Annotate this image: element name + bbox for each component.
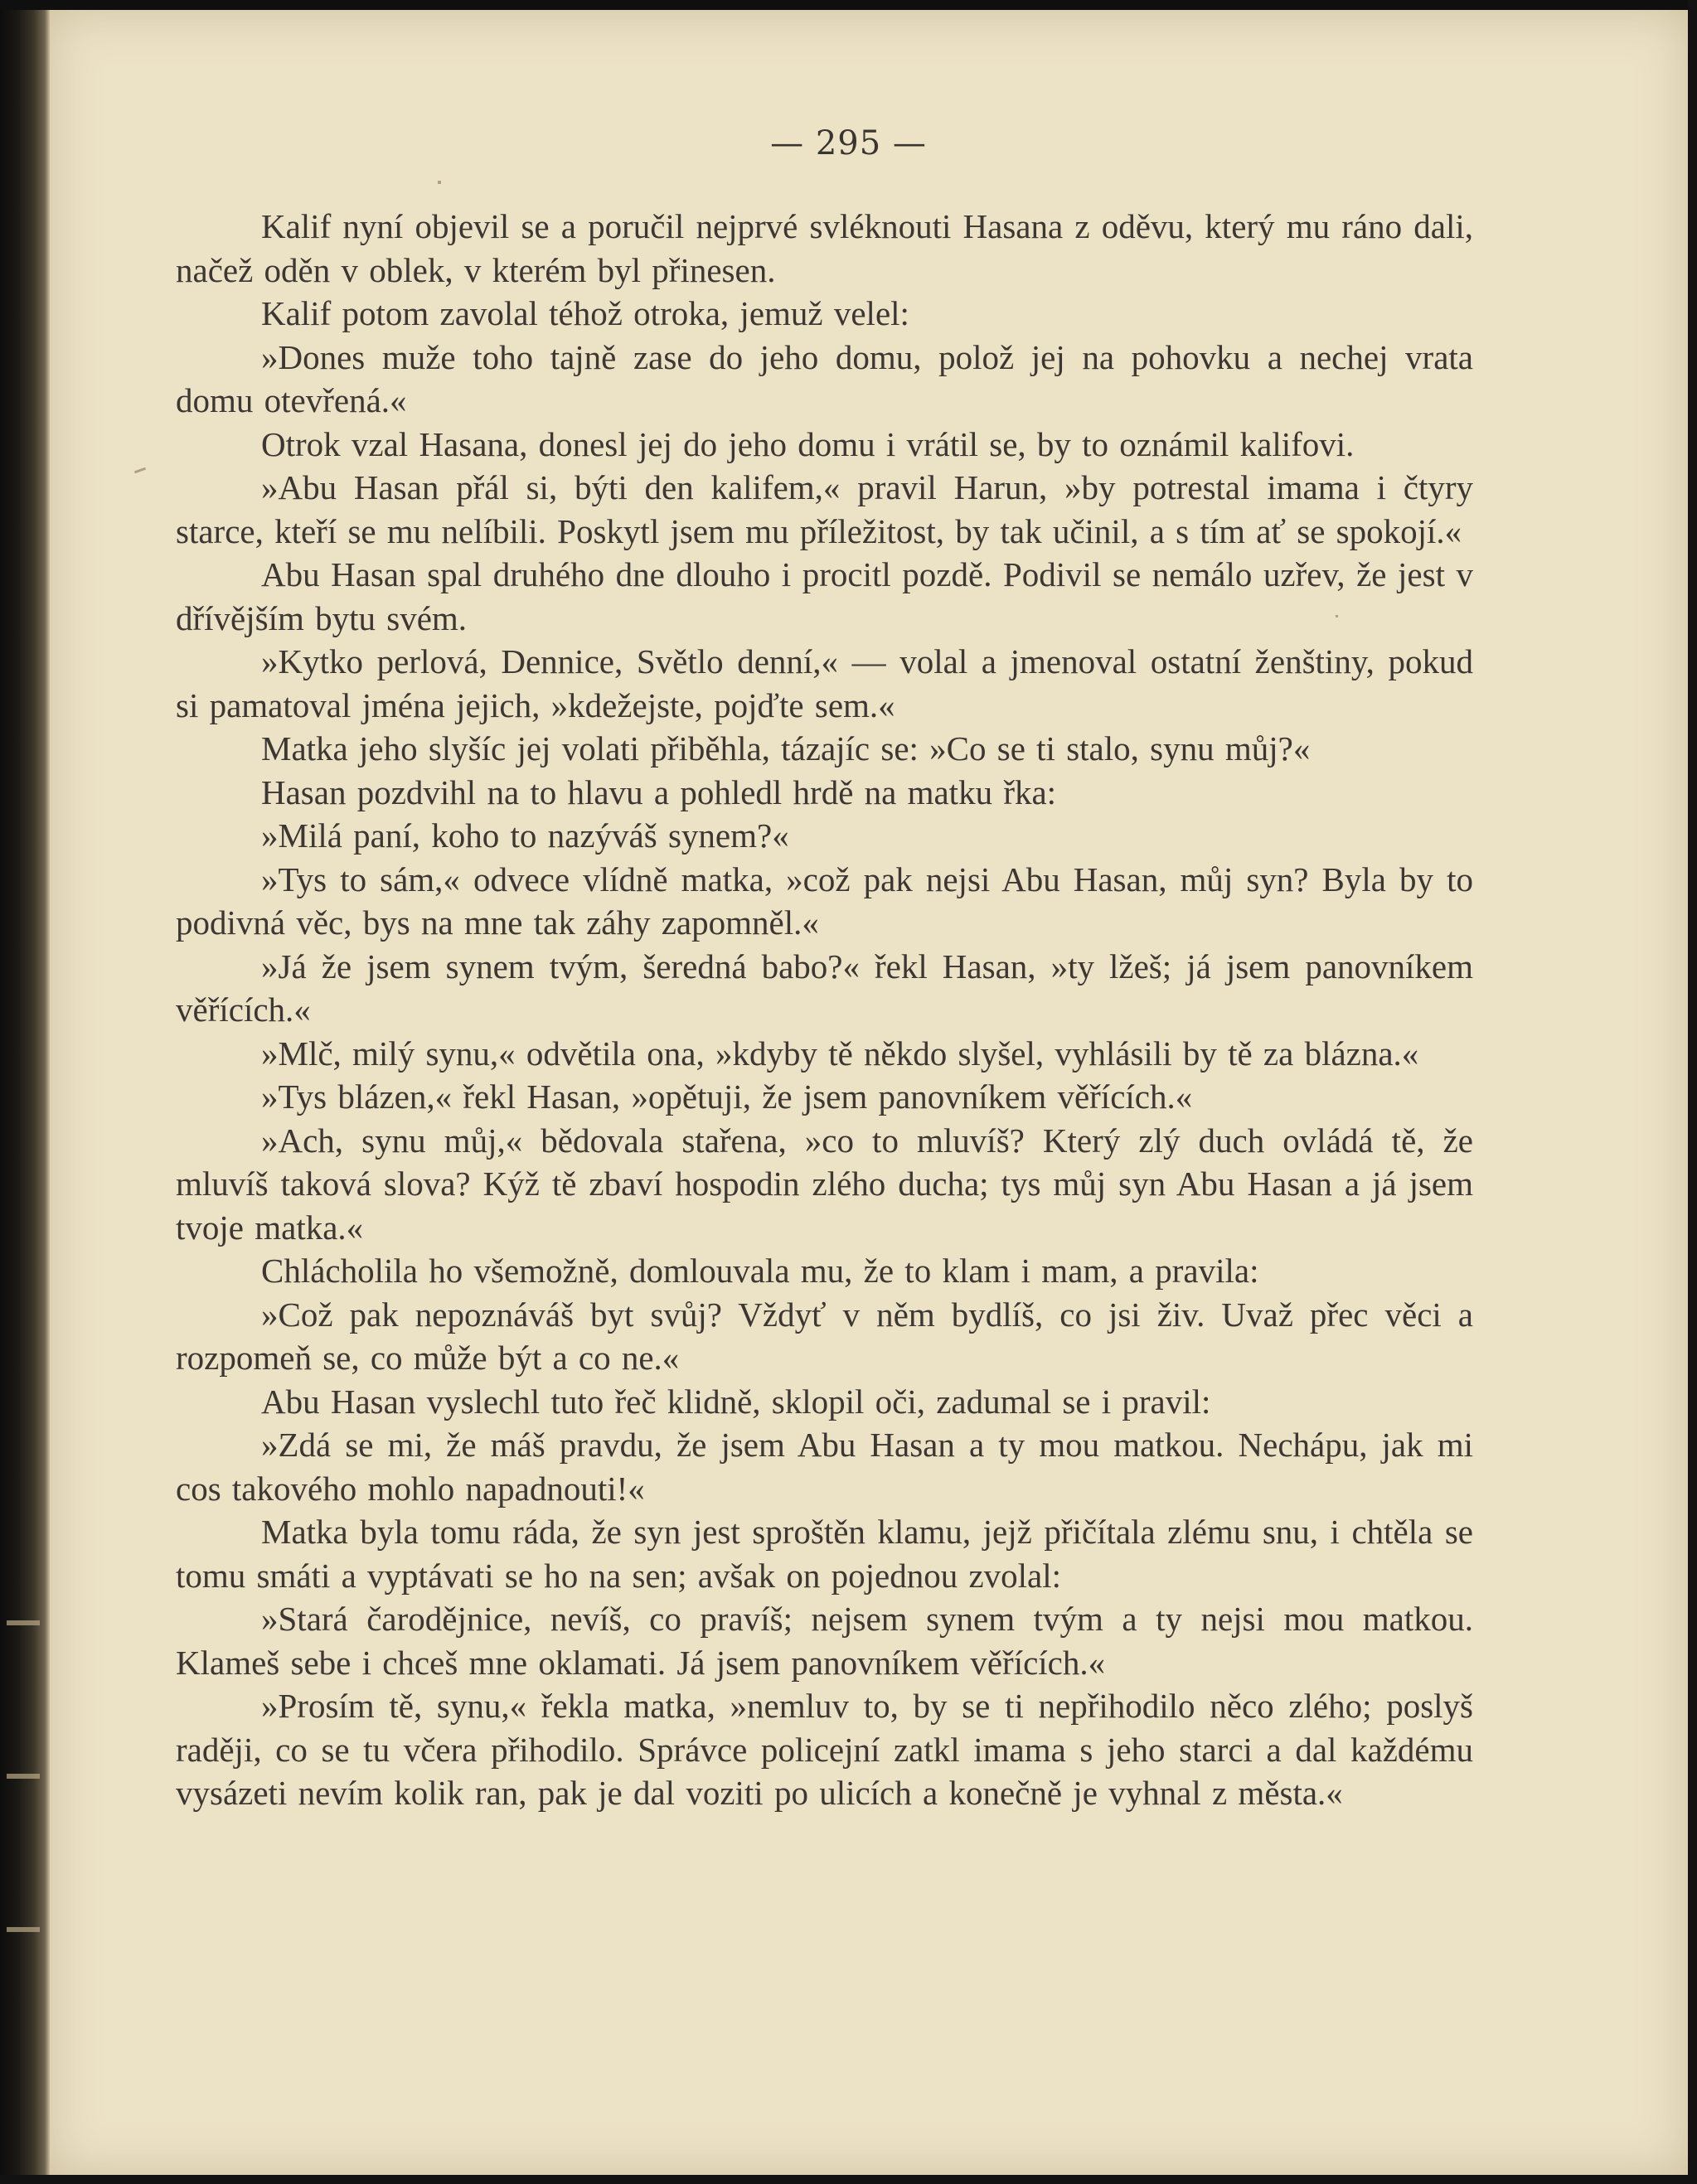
paragraph: »Prosím tě, synu,« řekla matka, »nemluv to, by se ti nepřihodilo něco zlého; poslyš raději, co se tu včera přihodilo. Správce policejní zatkl imama s jeho starci a dal každému vysázeti nevím kolik ran, pak je dal voziti po ulicích a konečně je vyhnal z města.« [176, 1687, 1473, 1812]
paragraph: »Já že jsem synem tvým, šeredná babo?« řekl Hasan, »ty lžeš; já jsem panovníkem věřících.« [176, 947, 1473, 1029]
paragraph: »Stará čarodějnice, nevíš, co pravíš; nejsem synem tvým a ty nejsi mou matkou. Klameš sebe i chceš mne oklamati. Já jsem panovníkem věřících.« [176, 1600, 1473, 1682]
body-text [176, 205, 1473, 1815]
paragraph: »Mlč, milý synu,« odvětila ona, »kdyby tě někdo slyšel, vyhlásili by tě za blázna.« [261, 1034, 1419, 1073]
paragraph: »Milá paní, koho to nazýváš synem?« [261, 816, 789, 855]
paragraph: Kalif potom zavolal téhož otroka, jemuž velel: [261, 294, 909, 332]
paper-speck [438, 181, 441, 184]
paragraph: Chlácholila ho všemožně, domlouvala mu, že to klam i mam, a pravila: [261, 1252, 1259, 1290]
paragraph: Otrok vzal Hasana, donesl jej do jeho domu i vrátil se, by to oznámil kalifovi. [261, 424, 1355, 463]
paragraph: »Dones muže toho tajně zase do jeho domu, polož jej na pohovku a nechej vrata domu otevřená.« [176, 337, 1473, 419]
paragraph: Abu Hasan vyslechl tuto řeč klidně, sklopil oči, zadumal se i pravil: [261, 1382, 1211, 1421]
binding-mark [7, 1927, 40, 1932]
scan-right-edge [1688, 0, 1697, 2184]
paragraph: »Tys to sám,« odvece vlídně matka, »což pak nejsi Abu Hasan, můj syn? Byla by to podivná věc, bys na mne tak záhy zapomněl.« [176, 860, 1473, 942]
paragraph: Abu Hasan spal druhého dne dlouho i procitl pozdě. Podivil se nemálo uzřev, že jest v dřívějším bytu svém. [176, 555, 1473, 637]
paragraph: »Abu Hasan přál si, býti den kalifem,« pravil Harun, »by potrestal imama i čtyry starce, kteří se mu nelíbili. Poskytl jsem mu příležitost, by tak učinil, a s tím ať se spokojí.« [176, 468, 1473, 550]
spine-binding-marks [7, 0, 40, 2184]
paragraph: »Ach, synu můj,« bědovala stařena, »co to mluvíš? Který zlý duch ovládá tě, že mluvíš taková slova? Kýž tě zbaví hospodin zlého ducha; tys můj syn Abu Hasan a já jsem tvoje matka.« [176, 1121, 1473, 1247]
binding-mark [7, 1774, 40, 1779]
scan-top-edge [0, 0, 1697, 10]
paragraph: Kalif nyní objevil se a poručil nejprvé svléknouti Hasana z oděvu, který mu ráno dali, načež oděn v oblek, v kterém byl přinesen. [176, 207, 1473, 289]
paragraph: Matka jeho slyšíc jej volati přiběhla, tázajíc se: »Co se ti stalo, synu můj?« [261, 729, 1311, 768]
binding-mark [7, 1620, 40, 1625]
page-number: — 295 — [770, 124, 927, 162]
paragraph: Hasan pozdvihl na to hlavu a pohledl hrdě na matku řka: [261, 772, 1057, 811]
paragraph: »Zdá se mi, že máš pravdu, že jsem Abu Hasan a ty mou matkou. Nechápu, jak mi cos takového mohlo napadnouti!« [176, 1426, 1473, 1508]
scan-bottom-edge [0, 2175, 1697, 2184]
paragraph: »Tys blázen,« řekl Hasan, »opětuji, že jsem panovníkem věřících.« [261, 1077, 1193, 1116]
paragraph: Matka byla tomu ráda, že syn jest sproštěn klamu, jejž přičítala zlému snu, i chtěla se tomu smáti a vyptávati se ho na sen; avšak on pojednou zvolal: [176, 1513, 1473, 1595]
paragraph: »Kytko perlová, Dennice, Světlo denní,« — volal a jmenoval ostatní ženštiny, pokud si pamatoval jména jejich, »kdežejste, pojďte sem.« [176, 642, 1473, 724]
paragraph: »Což pak nepoznáváš byt svůj? Vždyť v něm bydlíš, co jsi živ. Uvaž přec věci a rozpomeň se, co může být a co ne.« [176, 1295, 1473, 1377]
